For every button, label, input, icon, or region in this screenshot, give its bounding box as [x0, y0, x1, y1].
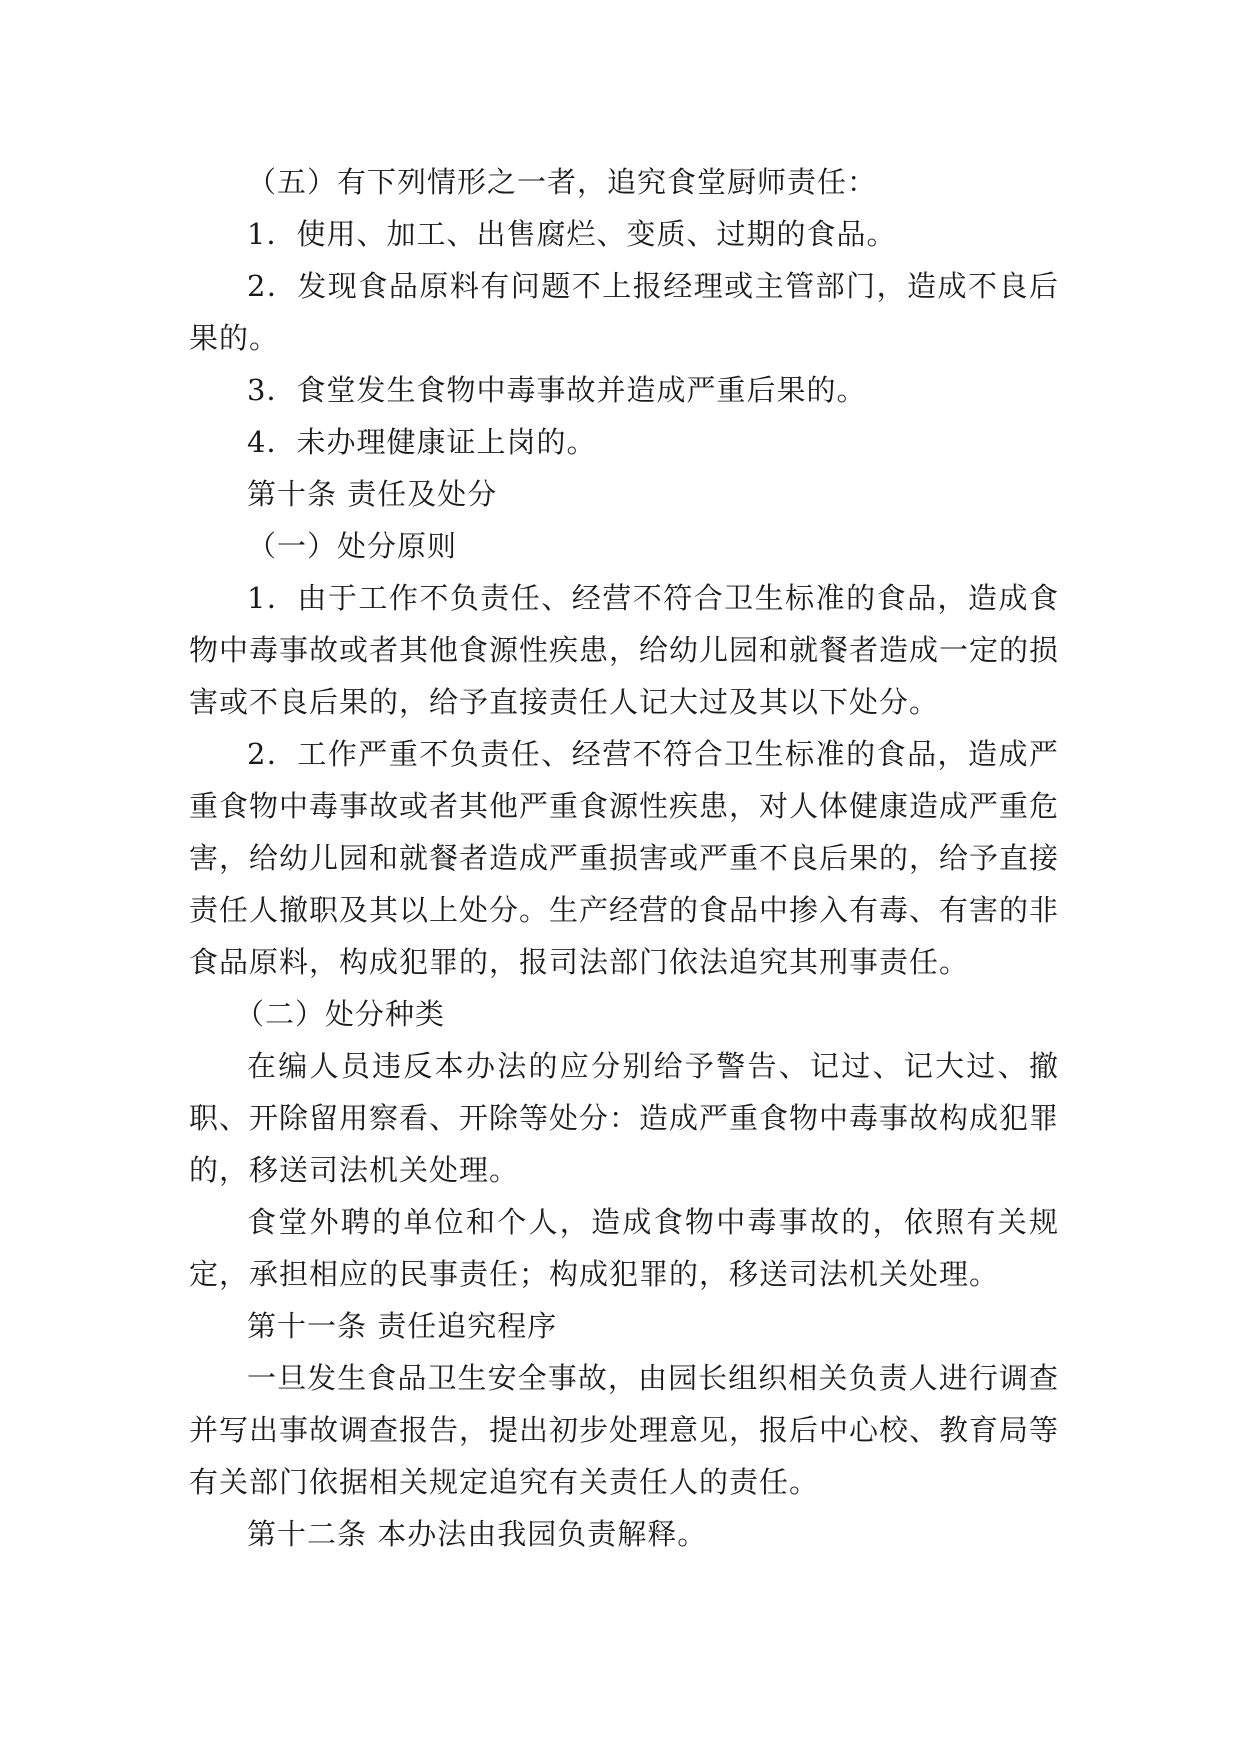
- paragraph-item-5-4: 4．未办理健康证上岗的。: [247, 425, 597, 459]
- article-10-heading: 第十条 责任及处分: [247, 477, 498, 511]
- article-12-heading: 第十二条 本办法由我园负责解释。: [247, 1517, 708, 1551]
- article-11-heading: 第十一条 责任追究程序: [247, 1309, 558, 1343]
- paragraph-item-5-heading: （五）有下列情形之一者，追究食堂厨师责任：: [247, 165, 878, 199]
- article-10-section-2-staff: 在编人员违反本办法的应分别给予警告、记过、记大过、撤职、开除留用察看、开除等处分：造成严重食物中毒事故构成犯罪的，移送司法机关处理。: [189, 1049, 1060, 1187]
- paragraph-item-5-2: 2．发现食品原料有问题不上报经理或主管部门，造成不良后果的。: [189, 269, 1059, 355]
- article-10-section-1-item-1: 1．由于工作不负责任、经营不符合卫生标准的食品，造成食物中毒事故或者其他食源性疾患，给幼儿园和就餐者造成一定的损害或不良后果的，给予直接责任人记大过及其以下处分。: [189, 581, 1060, 719]
- article-10-section-1-heading: （一）处分原则: [247, 529, 458, 563]
- article-10-section-2-heading: （二）处分种类: [235, 997, 446, 1031]
- article-11-body: 一旦发生食品卫生安全事故，由园长组织相关负责人进行调查并写出事故调查报告，提出初步处理意见，报后中心校、教育局等有关部门依据相关规定追究有关责任人的责任。: [189, 1361, 1060, 1499]
- paragraph-item-5-1: 1．使用、加工、出售腐烂、变质、过期的食品。: [247, 217, 897, 251]
- article-10-section-1-item-2: 2．工作严重不负责任、经营不符合卫生标准的食品，造成严重食物中毒事故或者其他严重食源性疾患，对人体健康造成严重危害，给幼儿园和就餐者造成严重损害或严重不良后果的，给予直接责任人撤职及其以上处分。生产经营的食品中掺入有毒、有害的非食品原料，构成犯罪的，报司法部门依法追究其刑事责任。: [189, 737, 1060, 979]
- article-10-section-2-external: 食堂外聘的单位和个人，造成食物中毒事故的，依照有关规定，承担相应的民事责任；构成犯罪的，移送司法机关处理。: [189, 1205, 1059, 1291]
- document-page: [189, 156, 1059, 1560]
- paragraph-item-5-3: 3．食堂发生食物中毒事故并造成严重后果的。: [247, 373, 867, 407]
